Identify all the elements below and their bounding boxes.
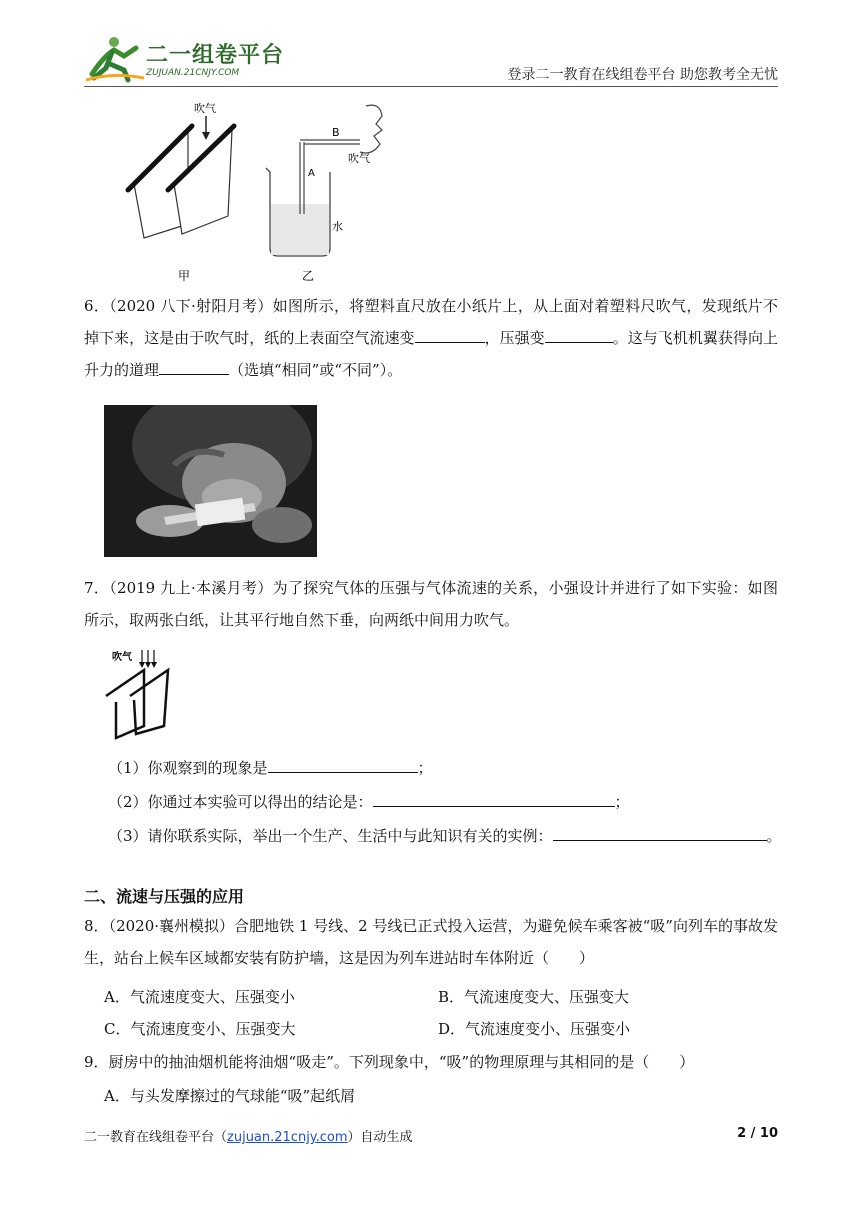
q7-sub3-end: 。 [766,827,782,845]
q7-sub2-end: ； [614,793,630,811]
q6-text-b: ，压强变 [484,329,545,347]
q9-text: 厨房中的抽油烟机能将油烟“吸走”。下列现象中，“吸”的物理原理与其相同的是（ ） [108,1053,695,1071]
footer-text-a: 二一教育在线组卷平台（ [84,1130,228,1145]
question-8 [84,910,778,974]
logo-title: 二一组卷平台 [146,43,285,68]
q7-sub2-text: （2）你通过本实验可以得出的结论是： [108,793,373,811]
q7-sub1-end: ； [417,759,433,777]
figure-jia-yi [110,96,410,286]
header-slogan: 登录二一教育在线组卷平台 助您教考全无忧 [507,67,778,83]
q8-option-d[interactable]: D．气流速度变小、压强变小 [438,1020,631,1038]
caption-jia: 甲 [178,269,191,283]
q7-sub1-blank[interactable] [268,754,418,773]
page-footer [84,1126,778,1145]
q8-option-b[interactable]: B．气流速度变大、压强变大 [438,988,630,1006]
figure-two-papers [104,646,194,740]
question-7 [84,572,778,636]
face-outline [360,105,382,153]
q7-blow-label: 吹气 [112,652,132,663]
q6-source: （2020 八下·射阳月考） [109,297,273,315]
q6-number: 6． [84,297,110,315]
water-label: 水 [332,220,343,233]
blow-label-jia: 吹气 [194,102,216,115]
q7-paper-right [130,670,168,734]
q9-number: 9． [84,1053,109,1071]
q7-paper-left [106,670,144,738]
caption-yi: 乙 [302,269,315,283]
q7-sub1-text: （1）你观察到的现象是 [108,759,268,777]
q8-option-a[interactable]: A．气流速度变大、压强变小 [104,988,295,1006]
site-logo[interactable] [84,34,284,84]
q8-option-c[interactable]: C．气流速度变小、压强变大 [104,1020,296,1038]
logo-subtitle: ZUJUAN.21CNJY.COM [146,68,240,78]
label-b: B [332,126,340,139]
q6-text-c: 。这与飞机机翼获得向上升力的道理 [84,329,778,379]
q6-text-a: 如图所示，将塑料直尺放在小纸片上，从上面对着塑料尺吹气，发现纸片不掉下来，这是由于吹气时，纸的上表面空气流速变 [84,297,779,347]
blow-arrow-head [202,132,210,140]
q8-source: （2020·襄州模拟） [108,917,235,935]
q9-option-a[interactable]: A．与头发摩擦过的气球能“吸”起纸屑 [104,1087,356,1105]
q7-text: 为了探究气体的压强与气体流速的关系，小强设计并进行了如下实验：如图所示，取两张白纸，让其平行地自然下垂，向两纸中间用力吹气。 [84,579,779,629]
q7-sub-3 [108,820,788,852]
header-divider [84,86,778,87]
footer-text-b: ）自动生成 [347,1130,413,1145]
q6-text-d: （选填“相同”或“不同”）。 [229,361,403,379]
q7-source: （2019 九上·本溪月考） [109,579,273,597]
page-number: 2 / 10 [737,1126,778,1141]
q7-sub-2 [108,786,778,818]
blowing-photo-image [104,405,317,557]
photo-ruler-blow [104,405,317,557]
q6-blank-2[interactable] [545,324,613,343]
blow-label-yi: 吹气 [348,152,370,165]
section-title: 二、流速与压强的应用 [84,887,245,906]
q7-sub3-blank[interactable] [553,822,767,841]
q7-number: 7． [84,579,110,597]
q8-number: 8． [84,917,109,935]
q8-text: 合肥地铁 1 号线、2 号线已正式投入运营，为避免候车乘客被“吸”向列车的事故发生，站台上候车区域都安装有防护墙，这是因为列车进站时车体附近（ ） [84,917,778,967]
paper-and-beaker-diagram [110,96,410,286]
two-papers-diagram [104,646,194,740]
q7-sub-1 [108,752,778,784]
q7-sub3-text: （3）请你联系实际，举出一个生产、生活中与此知识有关的实例： [108,827,553,845]
q6-blank-1[interactable] [415,324,485,343]
q7-sub2-blank[interactable] [373,788,615,807]
label-a: A [308,168,315,179]
q6-blank-3[interactable] [159,356,229,375]
question-6 [84,290,778,386]
question-9 [84,1046,778,1078]
footer-link[interactable]: zujuan.21cnjy.com [227,1130,348,1145]
